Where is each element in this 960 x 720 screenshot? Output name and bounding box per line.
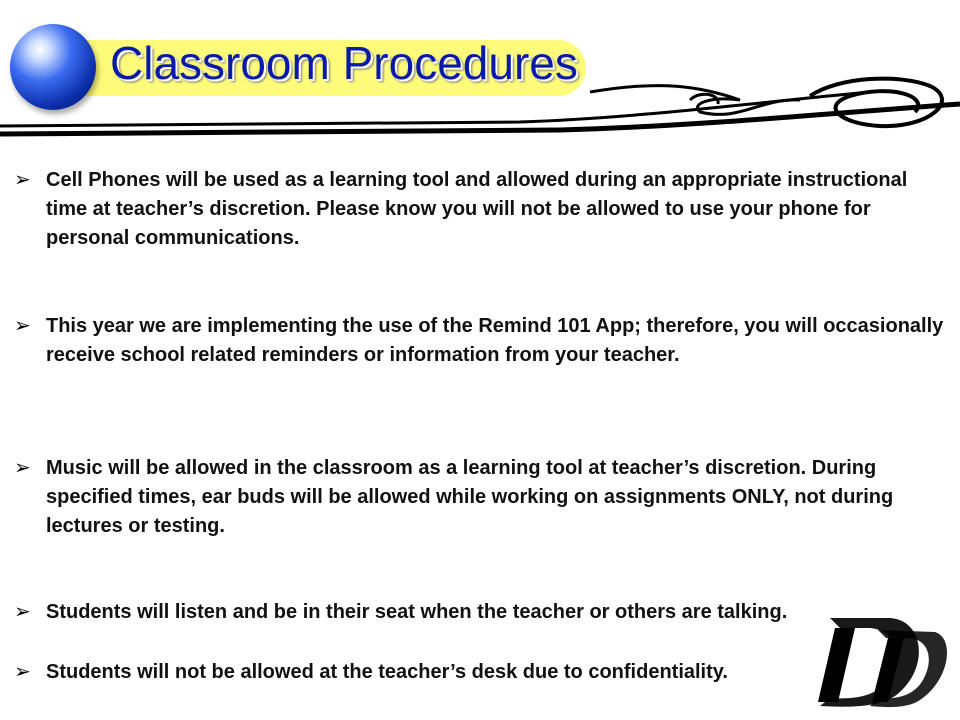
page-title: Classroom Procedures	[110, 37, 578, 89]
dd-logo	[800, 610, 950, 710]
arrow-bullet-icon: ➢	[14, 457, 31, 479]
bullet-text: Students will not be allowed at the teacher’s desk due to confidentiality.	[46, 661, 728, 683]
arrow-bullet-icon: ➢	[14, 315, 31, 337]
bullet-text: This year we are implementing the use of the Remind 101 App; therefore, you will occasionally receive school related reminders or information from your teacher.	[46, 315, 944, 366]
bullet-text: Music will be allowed in the classroom as a learning tool at teacher’s discretion. During specified times, ear buds will be allowed while working on assignments ONLY, not during lectures or testing.	[46, 457, 894, 537]
arrow-bullet-icon: ➢	[14, 169, 31, 191]
arrow-bullet-icon: ➢	[14, 661, 31, 683]
arrow-bullet-icon: ➢	[14, 601, 31, 623]
slide-header	[0, 0, 960, 150]
bullet-text: Students will listen and be in their seat when the teacher or others are talking.	[46, 601, 788, 623]
bullet-text: Cell Phones will be used as a learning tool and allowed during an appropriate instructional time at teacher’s discretion. Please know you will not be allowed to use your phone for personal communications.	[46, 169, 908, 249]
globe-icon	[10, 24, 96, 110]
